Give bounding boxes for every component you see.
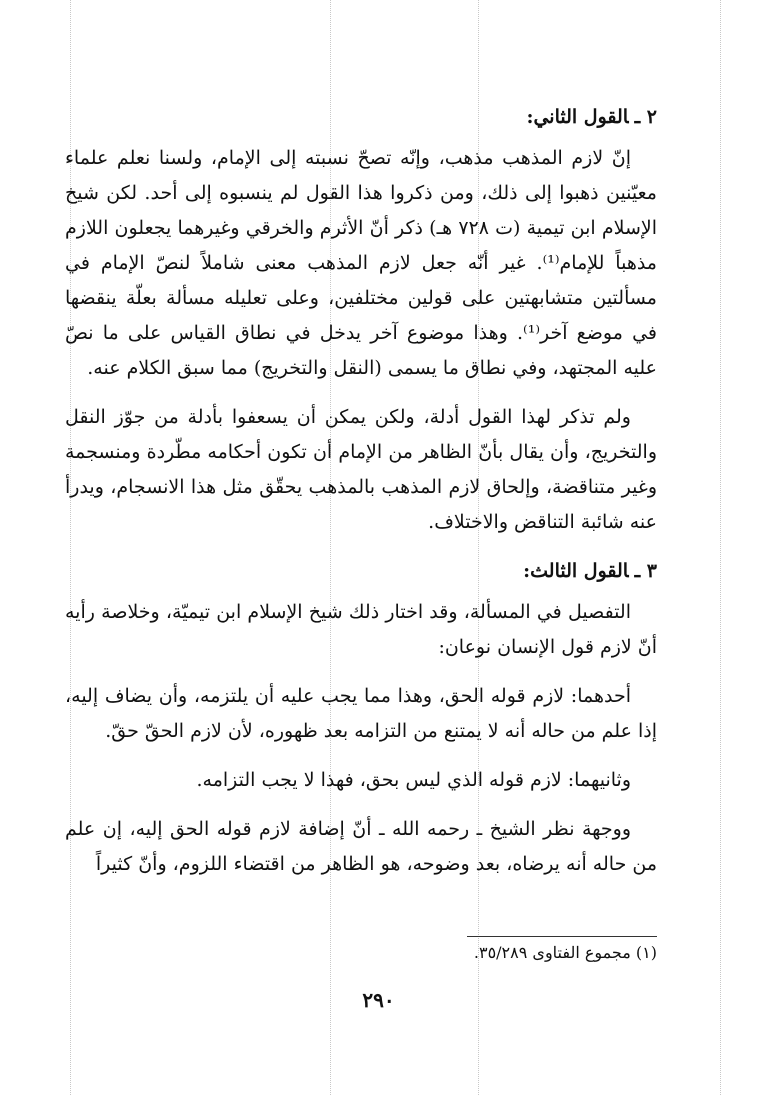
paragraph: وثانيهما: لازم قوله الذي ليس بحق، فهذا لا يجب التزامه. (196, 769, 631, 791)
paragraph: أحدهما: لازم قوله الحق، وهذا مما يجب عليه أن يلتزمه، وأن يضاف إليه، إذا علم من حاله أنه لا يمتنع من التزامه بعد ظهوره، لأن لازم الحقّ حقّ. (65, 685, 657, 742)
paragraph: ولم تذكر لهذا القول أدلة، ولكن يمكن أن يسعفوا بأدلة من جوّز النقل والتخريج، وأن يقال بأنّ الظاهر من الإمام أن تكون أحكامه مطّردة ومنسجمة وغير متناقضة، وإلحاق لازم المذهب بالمذهب يحقّق مثل هذا الانسجام، ويدرأ عنه شائبة التناقض والاختلاف. (65, 406, 657, 533)
section-number: ٣ ـ (634, 560, 657, 582)
paragraph: التفصيل في المسألة، وقد اختار ذلك شيخ الإسلام ابن تيميّة، وخلاصة رأيه أنّ لازم قول الإنسان نوعان: (65, 601, 657, 658)
footnote-area (65, 936, 657, 965)
scan-guide-line (720, 0, 721, 1095)
page-body (65, 100, 657, 896)
footnote-divider (467, 936, 657, 937)
paragraph: ووجهة نظر الشيخ ـ رحمه الله ـ أنّ إضافة لازم قوله الحق إليه، إن علم من حاله أنه يرضاه، بعد وضوحه، هو الظاهر من اقتضاء اللزوم، وأنّ كثيراً (65, 818, 657, 875)
section-heading-3 (65, 554, 657, 589)
paragraph: إنّ لازم المذهب مذهب، وإنّه تصحّ نسبته إلى الإمام، ولسنا نعلم علماء معيّنين ذهبوا إلى ذلك، ومن ذكروا هذا القول لم ينسبوه إلى أحد. لكن شيخ الإسلام ابن تيمية (ت ٧٢٨ هـ) ذكر أنّ الأثرم والخرقي وغيرهما يجعلون اللازم مذهباً للإمام⁽¹⁾. غير أنّه جعل لازم المذهب معنى شاملاً لنصّ الإمام في مسألتين متشابهتين على قولين مختلفين، وعلى تعليله مسألة بعلّة ينقضها في موضع آخر⁽¹⁾. وهذا موضوع آخر يدخل في نطاق القياس على ما نصّ عليه المجتهد، وفي نطاق ما يسمى (النقل والتخريج) مما سبق الكلام عنه. (65, 147, 657, 379)
section-number: ٢ ـ (634, 106, 657, 128)
section-title: القول الثالث: (523, 560, 629, 582)
page-number: ٢٩٠ (362, 988, 395, 1012)
footnote-text: (١) مجموع الفتاوى ٣٥/٢٨٩. (473, 943, 657, 962)
section-title: القول الثاني: (526, 106, 629, 128)
section-heading-2 (65, 100, 657, 135)
